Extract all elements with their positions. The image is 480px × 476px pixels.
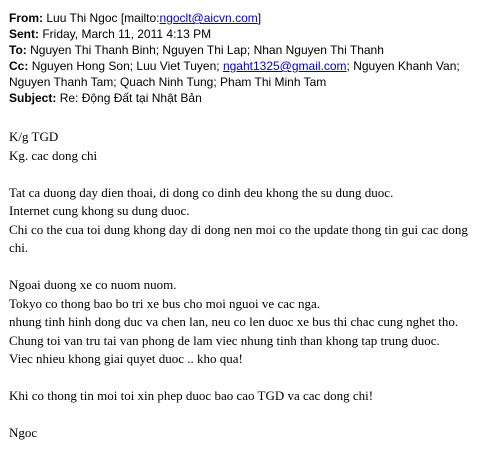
body-line: Chi co the cua toi dung khong day di dong nen moi co the update thong tin gui cac dong chi. (9, 221, 468, 255)
sent-row (9, 26, 474, 42)
status-paragraph (9, 184, 474, 258)
to-value: Nguyen Thi Thanh Binh; Nguyen Thi Lap; Nhan Nguyen Thi Thanh (30, 43, 384, 57)
body-line: Tokyo co thong bao bo tri xe bus cho moi nguoi ve cac nga. (9, 295, 321, 311)
greeting-paragraph (9, 128, 474, 165)
situation-paragraph (9, 276, 474, 369)
body-line: Ngoai duong xe co nuom nuom. (9, 277, 177, 292)
closing-paragraph (9, 387, 474, 406)
body-line: K/g TGD (9, 129, 59, 144)
body-line: Kg. cac dong chi (9, 147, 98, 163)
email-header (9, 10, 474, 106)
cc-part2: ; Nguyen Khanh Van; Nguyen Thanh Tam; Quach Ninh Tung; Pham Thi Minh Tam (9, 59, 460, 89)
sent-label: Sent: (9, 27, 39, 41)
body-line: nhung tinh hinh dong duc va chen lan, neu co len duoc xe bus thi chac cung nghet tho. (9, 314, 459, 329)
body-line: Viec nhieu khong giai quyet duoc .. kho qua! (9, 351, 243, 366)
subject-label: Subject: (9, 91, 57, 105)
body-line: Internet cung khong su dung duoc. (9, 203, 190, 218)
body-line: Tat ca duong day dien thoai, di dong co dinh deu khong the su dung duoc. (9, 184, 394, 200)
from-suffix: ] (257, 11, 262, 25)
body-line: Khi co thong tin moi toi xin phep duoc bao cao TGD va cac dong chi! (9, 388, 374, 403)
signature (9, 424, 474, 443)
email-body (9, 128, 474, 461)
to-label: To: (9, 43, 27, 57)
from-name: Luu Thi Ngoc [mailto: (46, 11, 160, 25)
from-label: From: (9, 11, 43, 25)
cc-row (9, 58, 474, 90)
subject-value: Re: Động Đất tại Nhật Bản (59, 91, 202, 105)
signature-name: Ngoc (9, 425, 38, 440)
cc-part1: Nguyen Hong Son; Luu Viet Tuyen; (31, 59, 223, 73)
from-email-link[interactable]: ngoclt@aicvn.com (159, 11, 258, 25)
to-row (9, 42, 474, 58)
subject-row (9, 90, 474, 106)
cc-label: Cc: (9, 59, 29, 73)
from-row (9, 10, 474, 26)
cc-email-link[interactable]: ngaht1325@gmail.com (222, 59, 347, 73)
sent-value: Friday, March 11, 2011 4:13 PM (42, 27, 212, 41)
body-line: Chung toi van tru tai van phong de lam viec nhung tinh than khong tap trung duoc. (9, 332, 440, 348)
